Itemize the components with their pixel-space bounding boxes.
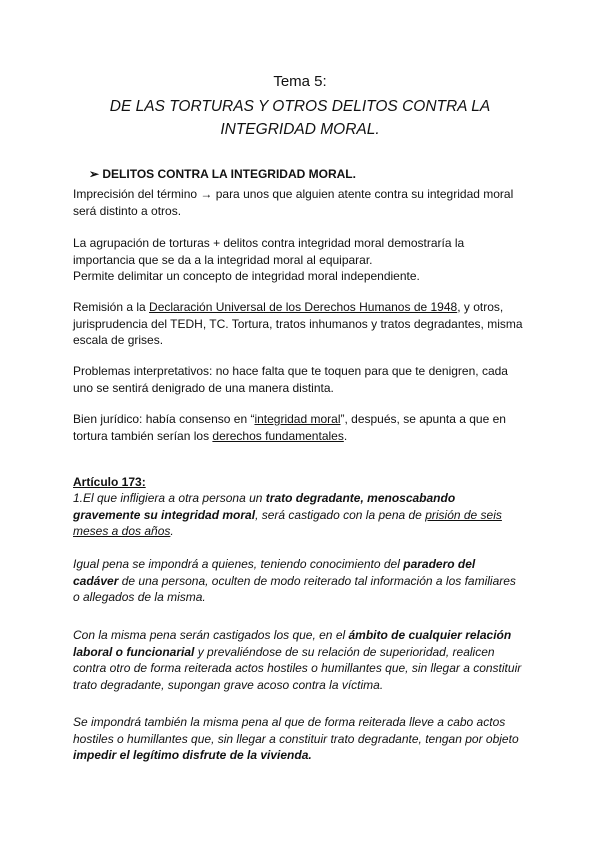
text-line: jurisprudencia del TEDH, TC. Tortura, tratos inhumanos y tratos degradantes, misma [73,316,523,331]
text-line [73,573,533,590]
text-run: , y otros, [457,300,504,314]
page-title: Tema 5: [273,73,327,90]
article-paragraph-1 [73,490,533,540]
text-run: y prevaliéndose de su relación de superioridad, realicen [194,644,495,659]
text-line [73,507,533,524]
bold-run: laboral o funcionarial [73,644,195,659]
text-line: o allegados de la misma. [73,590,206,604]
derechos-fundamentales-link[interactable]: derechos fundamentales [212,428,344,443]
paragraph-agrupacion [73,235,533,285]
text-run: tortura también serían los [73,428,213,443]
text-line: trato degradante, supongan grave acoso contra la víctima. [73,677,384,692]
text-run: , será castigado con la pena de [255,507,426,522]
text-line [73,299,533,316]
text-line: Se impondrá también la misma pena al que de forma reiterada lleve a cabo actos [73,715,506,729]
subtitle-line: DE LAS TORTURAS Y OTROS DELITOS CONTRA LA [109,98,491,115]
bold-run: trato degradante, menoscabando [265,491,456,505]
paragraph-bien-juridico [73,411,533,444]
underlined-run: prisión de seis [425,507,502,522]
text-run: . [170,524,174,538]
bold-run: cadáver [73,573,119,588]
page-subtitle [0,95,600,141]
text-run: de una persona, oculten de modo reiterado tal información a los familiares [118,573,516,588]
declaration-link[interactable]: Declaración Universal de los Derechos Humanos de 1948 [149,300,458,314]
text-run: . [343,428,348,443]
paragraph-remision [73,299,533,349]
text-line [73,490,533,507]
text-line: contra otro de forma reiterada actos hostiles o humillantes que, sin llegar a constituir [73,661,522,675]
text-run: Bien jurídico: había consenso en “ [73,412,255,426]
bold-run: gravemente su integridad moral [73,507,256,522]
text-line [73,556,533,573]
paragraph-imprecision [73,186,533,219]
text-line: Permite delimitar un concepto de integridad moral independiente. [73,269,420,283]
text-line: impedir el legítimo disfrute de la vivienda. [73,748,312,762]
text-line: La agrupación de torturas + delitos contra integridad moral demostraría la [73,236,465,250]
text-line: Problemas interpretativos: no hace falta que te toquen para que te denigren, cada [73,364,508,378]
text-line: importancia que se da a la integridad moral al equiparar. [73,252,373,267]
article-paragraph-3 [73,627,533,693]
text-line: será distinto a otros. [73,203,182,218]
text-line: hostiles o humillantes que, sin llegar a constituir trato degradante, tengan por objeto [73,731,519,746]
text-run: Remisión a la [73,300,150,314]
integridad-moral-link[interactable]: integridad moral [254,412,341,426]
article-heading: Artículo 173: [73,475,146,489]
bold-run: ámbito de cualquier relación [348,628,512,642]
text-run: 1.El que infligiera a otra persona un [73,491,266,505]
bold-run: paradero del [403,557,476,571]
article-paragraph-4 [73,714,533,764]
paragraph-problemas [73,363,533,396]
article-paragraph-2 [73,556,533,606]
text-line: uno se sentirá denigrado de una manera distinta. [73,380,334,395]
text-line [73,428,533,445]
text-run: Con la misma pena serán castigados los que, en el [73,628,349,642]
text-line: Imprecisión del término → para unos que alguien atente contra su integridad moral [73,187,514,201]
subtitle-line: INTEGRIDAD MORAL. [220,121,380,138]
text-line [73,411,533,428]
text-line: escala de grises. [73,333,164,347]
underlined-run: meses a dos años [73,524,171,538]
text-run: ”, después, se apunta a que en [340,412,506,426]
section-heading: ➢ DELITOS CONTRA LA INTEGRIDAD MORAL. [89,167,356,181]
text-run: Igual pena se impondrá a quienes, teniendo conocimiento del [73,557,404,571]
text-line [73,627,533,644]
text-line [73,644,533,661]
text-line [73,523,533,540]
